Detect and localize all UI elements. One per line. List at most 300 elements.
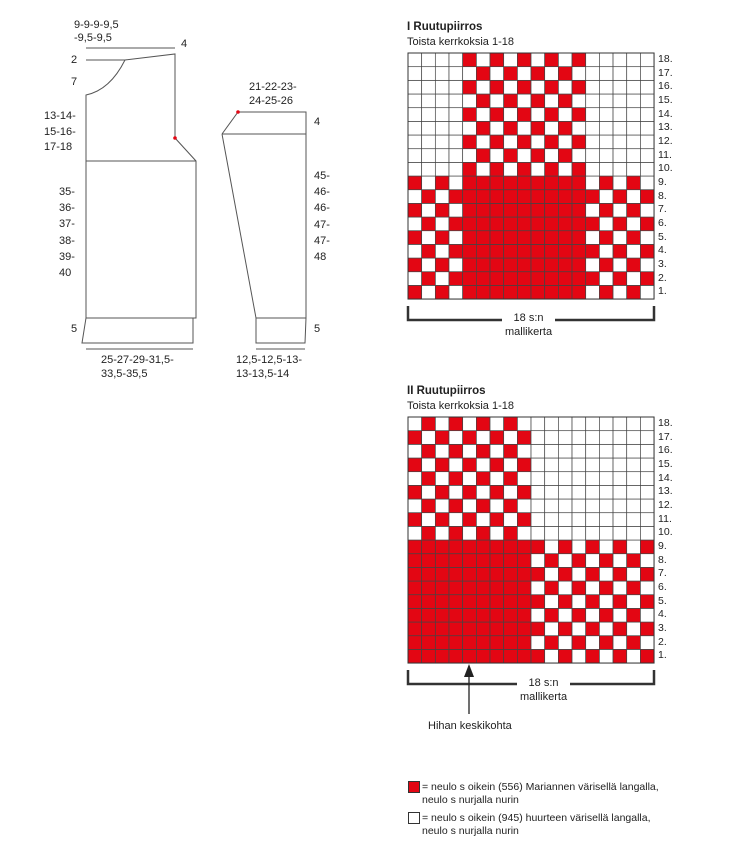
chart-2-cell — [545, 649, 559, 663]
chart-1-cell — [531, 80, 545, 94]
chart-2-cell — [517, 485, 531, 499]
center-arrow — [464, 664, 474, 714]
chart-2-cell — [545, 595, 559, 609]
chart-1-cell — [435, 162, 449, 176]
chart-2-cell — [599, 444, 613, 458]
chart-1-cell — [572, 231, 586, 245]
chart-1-cell — [517, 203, 531, 217]
chart-1-cell — [572, 258, 586, 272]
chart-2-cell — [640, 595, 654, 609]
chart-1-cell — [586, 272, 600, 286]
chart-2-cell — [463, 458, 477, 472]
chart-2-cell — [449, 444, 463, 458]
chart-2-cell — [463, 540, 477, 554]
chart-2-cell — [558, 622, 572, 636]
chart-1-cell — [435, 231, 449, 245]
chart-1-cell — [449, 149, 463, 163]
chart-2-cell — [627, 485, 641, 499]
chart-1-row-number: 3. — [658, 258, 667, 271]
chart-1-cell — [558, 285, 572, 299]
chart-2-cell — [558, 444, 572, 458]
chart-1-cell — [463, 67, 477, 81]
chart-2-cell — [572, 444, 586, 458]
chart-2-cell — [599, 608, 613, 622]
chart-1-cell — [558, 258, 572, 272]
chart-1-cell — [640, 135, 654, 149]
chart-2-cell — [504, 444, 518, 458]
chart-2-cell — [586, 636, 600, 650]
chart-1-cell — [531, 149, 545, 163]
chart-2-cell — [640, 458, 654, 472]
chart-2-cell — [640, 622, 654, 636]
chart-2-cell — [422, 636, 436, 650]
chart-1-cell — [613, 121, 627, 135]
chart-1-cell — [463, 121, 477, 135]
chart-1-cell — [517, 231, 531, 245]
chart-1-cell — [504, 285, 518, 299]
chart-2-cell — [586, 485, 600, 499]
chart-1-cell — [586, 94, 600, 108]
chart-1-cell — [463, 108, 477, 122]
legend-red-swatch — [408, 781, 420, 793]
chart-1-cell — [422, 258, 436, 272]
chart-1-cell — [449, 231, 463, 245]
chart-1-cell — [408, 258, 422, 272]
chart-2-cell — [599, 513, 613, 527]
chart-1-cell — [449, 272, 463, 286]
chart-1-cell — [490, 244, 504, 258]
chart-2-cell — [517, 622, 531, 636]
chart-2-cell — [572, 499, 586, 513]
chart-2-cell — [599, 554, 613, 568]
chart-1-cell — [586, 135, 600, 149]
chart-1-cell — [613, 162, 627, 176]
chart-1-cell — [586, 80, 600, 94]
chart-2-cell — [599, 581, 613, 595]
chart-2-row-number: 4. — [658, 608, 667, 621]
chart-2-cell — [476, 499, 490, 513]
chart-1-row-number: 18. — [658, 53, 673, 65]
chart-2-cell — [422, 567, 436, 581]
chart-2-row-number: 11. — [658, 512, 672, 525]
chart-1-cell — [531, 231, 545, 245]
chart-1-cell — [449, 217, 463, 231]
chart-1-cell — [517, 149, 531, 163]
sleeve-marker — [236, 110, 240, 114]
chart-2-cell — [531, 444, 545, 458]
chart-1-cell — [504, 258, 518, 272]
chart-1-grid — [408, 53, 654, 299]
chart-2-cell — [627, 417, 641, 431]
chart-1-cell — [531, 190, 545, 204]
chart-1-cell — [627, 231, 641, 245]
chart-2-row-number: 12. — [658, 499, 673, 512]
chart-1-cell — [640, 258, 654, 272]
chart-2-cell — [504, 649, 518, 663]
chart-1-cell — [408, 203, 422, 217]
chart-2-cell — [586, 581, 600, 595]
chart-1-cell — [572, 190, 586, 204]
chart-2-cell — [640, 554, 654, 568]
chart-1-cell — [504, 176, 518, 190]
chart-2-cell — [463, 554, 477, 568]
chart-2-cell — [517, 513, 531, 527]
body-neck-depth-front-label: 7 — [71, 76, 78, 88]
chart-1-cell — [627, 67, 641, 81]
chart-2-cell — [531, 567, 545, 581]
chart-1-cell — [435, 94, 449, 108]
chart-2-cell — [531, 595, 545, 609]
chart-2-cell — [640, 636, 654, 650]
chart-2-cell — [558, 526, 572, 540]
chart-1-cell — [531, 53, 545, 67]
chart-1-cell — [476, 53, 490, 67]
chart-2-cell — [640, 472, 654, 486]
chart-1-cell — [422, 231, 436, 245]
chart-2-cell — [627, 649, 641, 663]
chart-2-cell — [422, 458, 436, 472]
chart-2-cell — [531, 472, 545, 486]
chart-2-cell — [422, 608, 436, 622]
chart-2-cell — [476, 513, 490, 527]
chart-2-cell — [422, 485, 436, 499]
chart-2-cell — [422, 649, 436, 663]
chart-2-cell — [545, 417, 559, 431]
chart-2-cell — [435, 485, 449, 499]
chart-2-cell — [449, 636, 463, 650]
chart-1-cell — [627, 203, 641, 217]
chart-1-cell — [490, 231, 504, 245]
chart-1-cell — [613, 285, 627, 299]
chart-2-cell — [558, 581, 572, 595]
chart-1-cell — [449, 203, 463, 217]
chart-1-cell — [531, 108, 545, 122]
chart-1-cell — [599, 285, 613, 299]
chart-2-cell — [422, 444, 436, 458]
chart-2-row-number: 15. — [658, 458, 673, 470]
chart-2-row-number: 3. — [658, 622, 667, 635]
chart-1-cell — [599, 121, 613, 135]
chart-2-cell — [558, 431, 572, 445]
chart-1-cell — [463, 80, 477, 94]
chart-2-cell — [558, 608, 572, 622]
chart-1-cell — [572, 108, 586, 122]
chart-1-cell — [531, 162, 545, 176]
body-outline — [82, 54, 196, 343]
chart-1-cell — [490, 94, 504, 108]
chart-2-cell — [572, 622, 586, 636]
chart-2-cell — [449, 540, 463, 554]
sleeve-cap-label: 4 — [314, 116, 321, 128]
chart-2-cell — [627, 431, 641, 445]
chart-2-cell — [476, 554, 490, 568]
chart-2-cell — [572, 458, 586, 472]
legend-white-swatch — [408, 812, 420, 824]
chart-1-cell — [599, 203, 613, 217]
chart-1-cell — [531, 67, 545, 81]
chart-2-cell — [408, 499, 422, 513]
chart-2-cell — [408, 485, 422, 499]
body-length-label: 35- 36- 37- 38- 39- 40 — [59, 186, 75, 280]
chart-1-cell — [408, 149, 422, 163]
chart-2-cell — [531, 636, 545, 650]
chart-2-cell — [504, 622, 518, 636]
chart-2-cell — [504, 458, 518, 472]
chart-1-cell — [627, 80, 641, 94]
chart-2-cell — [463, 567, 477, 581]
chart-2-cell — [449, 499, 463, 513]
chart-1-cell — [517, 94, 531, 108]
chart-2-cell — [572, 526, 586, 540]
chart-2-cell — [476, 595, 490, 609]
chart-1-cell — [586, 231, 600, 245]
chart-2-cell — [408, 458, 422, 472]
chart-2-cell — [613, 444, 627, 458]
legend-item-white — [408, 812, 651, 838]
chart-2-cell — [613, 472, 627, 486]
chart-1-cell — [490, 149, 504, 163]
chart-1-cell — [463, 190, 477, 204]
chart-1-row-number: 6. — [658, 217, 667, 230]
chart-1-cell — [490, 190, 504, 204]
chart-1-cell — [599, 231, 613, 245]
chart-2-cell — [627, 581, 641, 595]
chart-1-cell — [627, 108, 641, 122]
chart-1-cell — [408, 272, 422, 286]
chart-2-cell — [435, 622, 449, 636]
chart-1-cell — [449, 121, 463, 135]
chart-1-row-number: 15. — [658, 94, 673, 106]
chart-1-subtitle: Toista kerrkoksia 1-18 — [407, 36, 514, 48]
chart-1-cell — [558, 80, 572, 94]
chart-1-cell — [449, 176, 463, 190]
chart-1-cell — [463, 135, 477, 149]
chart-2-cell — [586, 458, 600, 472]
chart-1-cell — [517, 190, 531, 204]
chart-1-cell — [627, 135, 641, 149]
chart-1-cell — [408, 80, 422, 94]
chart-2-cell — [435, 526, 449, 540]
chart-1-cell — [586, 217, 600, 231]
chart-2-cell — [490, 485, 504, 499]
chart-2-cell — [586, 444, 600, 458]
chart-2-cell — [613, 649, 627, 663]
chart-1-cell — [558, 149, 572, 163]
chart-2-cell — [545, 567, 559, 581]
chart-1-cell — [422, 149, 436, 163]
chart-2-cell — [545, 554, 559, 568]
chart-1-cell — [490, 217, 504, 231]
chart-2-cell — [517, 499, 531, 513]
chart-2-cell — [545, 431, 559, 445]
chart-2-cell — [435, 608, 449, 622]
chart-1-cell — [435, 217, 449, 231]
chart-1-cell — [572, 272, 586, 286]
chart-2-cell — [545, 540, 559, 554]
chart-1-cell — [613, 258, 627, 272]
chart-1-cell — [449, 244, 463, 258]
chart-2-cell — [408, 444, 422, 458]
chart-2-cell — [572, 608, 586, 622]
body-rib-label: 5 — [71, 323, 78, 335]
chart-2-cell — [640, 444, 654, 458]
chart-1-cell — [408, 176, 422, 190]
chart-2-cell — [449, 431, 463, 445]
chart-2-cell — [408, 581, 422, 595]
chart-2-repeat-label: 18 s:n mallikerta — [517, 676, 570, 704]
chart-1-cell — [435, 108, 449, 122]
chart-1-cell — [558, 162, 572, 176]
chart-2-cell — [572, 513, 586, 527]
chart-1-cell — [627, 272, 641, 286]
chart-2-cell — [408, 567, 422, 581]
chart-2-cell — [586, 608, 600, 622]
chart-1-cell — [490, 203, 504, 217]
chart-2-cell — [531, 417, 545, 431]
chart-1-cell — [545, 285, 559, 299]
chart-2-cell — [463, 499, 477, 513]
chart-1-cell — [545, 121, 559, 135]
chart-1-cell — [627, 285, 641, 299]
chart-2-cell — [517, 608, 531, 622]
chart-2-cell — [627, 622, 641, 636]
chart-1-row-number: 13. — [658, 121, 673, 134]
chart-2-cell — [408, 526, 422, 540]
chart-2-cell — [517, 444, 531, 458]
chart-2-cell — [490, 526, 504, 540]
chart-2-cell — [586, 567, 600, 581]
chart-2-cell — [640, 540, 654, 554]
chart-2-cell — [531, 499, 545, 513]
chart-1-cell — [640, 272, 654, 286]
chart-2-cell — [490, 567, 504, 581]
legend-white-text: = neulo s oikein (945) huurteen värisellä langalla, neulo s nurjalla nurin — [422, 812, 651, 837]
sleeve-outline — [222, 112, 306, 343]
chart-1-cell — [586, 67, 600, 81]
chart-1-cell — [613, 53, 627, 67]
chart-1-cell — [545, 190, 559, 204]
chart-1-cell — [545, 217, 559, 231]
chart-1-cell — [422, 203, 436, 217]
chart-1-row-number: 5. — [658, 230, 667, 243]
chart-2-cell — [531, 513, 545, 527]
chart-1-cell — [545, 258, 559, 272]
chart-2-cell — [627, 595, 641, 609]
chart-1-cell — [545, 94, 559, 108]
chart-2-cell — [558, 540, 572, 554]
chart-2-cell — [613, 458, 627, 472]
chart-2-cell — [613, 581, 627, 595]
chart-2-cell — [613, 595, 627, 609]
chart-1-cell — [408, 285, 422, 299]
chart-1-cell — [613, 67, 627, 81]
chart-1-cell — [408, 217, 422, 231]
chart-2-cell — [435, 417, 449, 431]
chart-2-cell — [599, 485, 613, 499]
chart-1-cell — [627, 258, 641, 272]
chart-2-cell — [476, 540, 490, 554]
chart-2-cell — [504, 581, 518, 595]
chart-1-cell — [640, 285, 654, 299]
chart-2-cell — [558, 567, 572, 581]
chart-1-cell — [640, 217, 654, 231]
chart-1-cell — [572, 217, 586, 231]
chart-2-cell — [599, 472, 613, 486]
chart-1-cell — [490, 53, 504, 67]
chart-2-cell — [435, 595, 449, 609]
chart-1-cell — [586, 121, 600, 135]
chart-1-cell — [572, 244, 586, 258]
chart-1-cell — [531, 135, 545, 149]
chart-2-cell — [408, 595, 422, 609]
chart-1-row-number: 12. — [658, 135, 673, 148]
chart-2-cell — [640, 417, 654, 431]
chart-2-cell — [599, 567, 613, 581]
body-neck-depth-top-label: 2 — [71, 54, 78, 66]
chart-2-cell — [504, 472, 518, 486]
chart-1-cell — [435, 67, 449, 81]
chart-2-cell — [545, 513, 559, 527]
chart-1-cell — [435, 135, 449, 149]
chart-1-cell — [572, 135, 586, 149]
chart-1-cell — [572, 67, 586, 81]
chart-1-cell — [572, 80, 586, 94]
body-shoulder-slope-label: 4 — [181, 38, 188, 50]
chart-2-cell — [449, 649, 463, 663]
chart-1-cell — [572, 121, 586, 135]
chart-1-cell — [558, 176, 572, 190]
chart-1-cell — [586, 176, 600, 190]
chart-1-cell — [476, 162, 490, 176]
chart-2-cell — [449, 472, 463, 486]
chart-2-cell — [504, 526, 518, 540]
chart-1-cell — [476, 190, 490, 204]
chart-1-cell — [408, 244, 422, 258]
chart-2-cell — [476, 472, 490, 486]
chart-1-cell — [613, 94, 627, 108]
chart-2-cell — [517, 649, 531, 663]
chart-1-cell — [613, 244, 627, 258]
chart-2-cell — [435, 636, 449, 650]
chart-2-cell — [613, 554, 627, 568]
chart-2-cell — [422, 417, 436, 431]
chart-1-cell — [476, 217, 490, 231]
chart-2-cell — [463, 513, 477, 527]
chart-2-cell — [504, 513, 518, 527]
chart-1-cell — [586, 108, 600, 122]
chart-1-cell — [517, 67, 531, 81]
chart-1-cell — [517, 272, 531, 286]
chart-1-cell — [640, 53, 654, 67]
chart-2-cell — [435, 458, 449, 472]
chart-1-cell — [504, 162, 518, 176]
chart-2-cell — [558, 554, 572, 568]
chart-1-cell — [640, 190, 654, 204]
chart-1-cell — [435, 203, 449, 217]
chart-1-cell — [613, 272, 627, 286]
chart-1-cell — [627, 149, 641, 163]
chart-1-cell — [476, 149, 490, 163]
chart-2-cell — [435, 499, 449, 513]
chart-1-cell — [586, 203, 600, 217]
chart-2-cell — [613, 431, 627, 445]
chart-1-cell — [640, 80, 654, 94]
chart-2-cell — [449, 608, 463, 622]
chart-2-cell — [422, 526, 436, 540]
chart-2-title: II Ruutupiirros — [407, 385, 486, 397]
chart-2-cell — [572, 636, 586, 650]
chart-2-cell — [435, 513, 449, 527]
